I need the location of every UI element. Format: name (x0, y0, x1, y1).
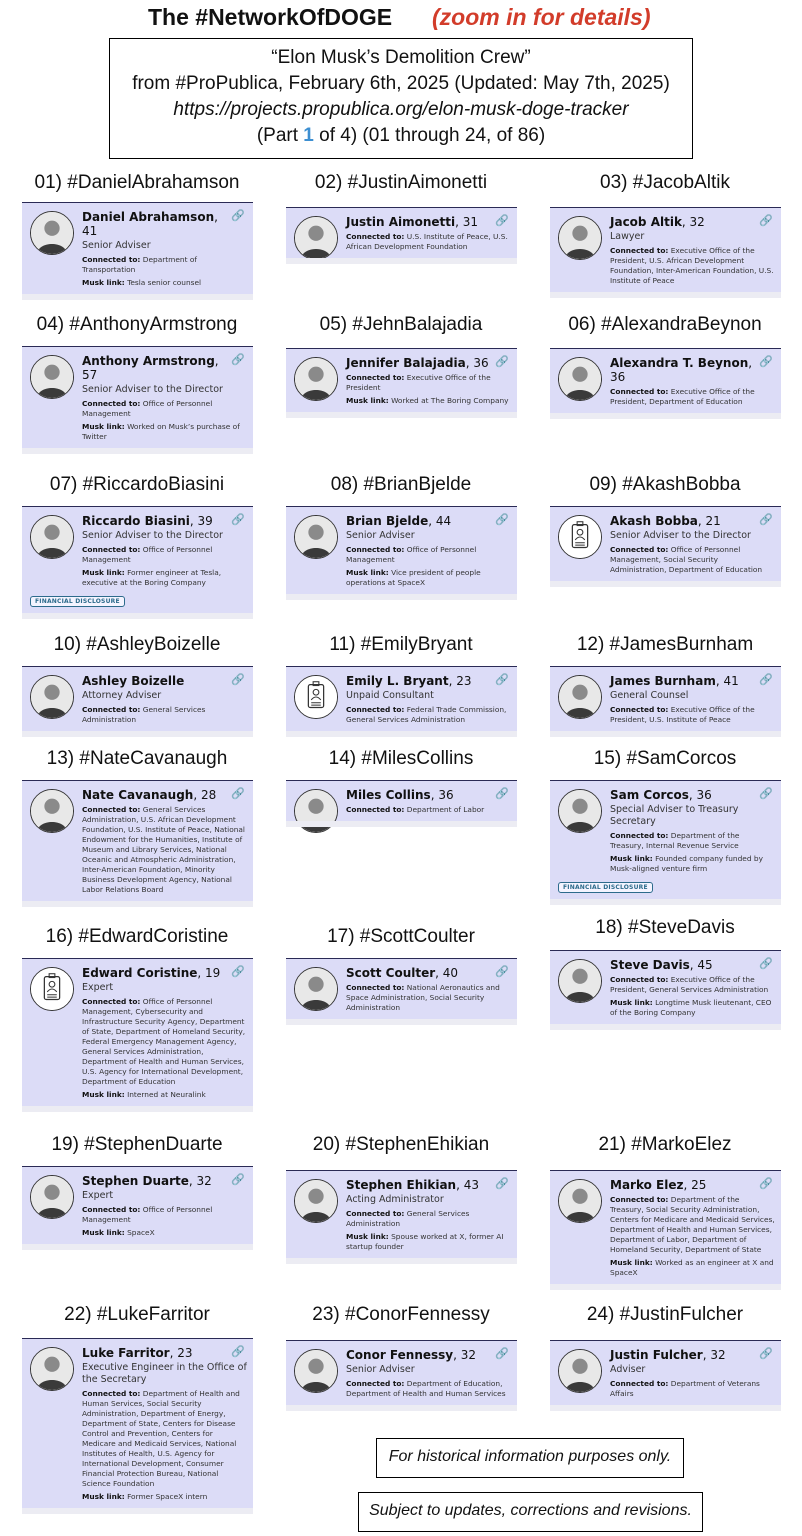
connected-to: Connected to: Office of Personnel Management, Social Security Administration, Department of Education (610, 545, 763, 574)
link-icon[interactable]: 🔗 (759, 1347, 773, 1360)
photo-avatar (294, 357, 338, 401)
person-name: Sam Corcos, 36 (610, 788, 712, 802)
connected-to: Connected to: Office of Personnel Management (82, 1205, 213, 1224)
card-heading: 16) #EdwardCoristine (45, 926, 229, 947)
person-card[interactable] (286, 506, 517, 594)
link-icon[interactable]: 🔗 (759, 1177, 773, 1190)
person-name: Alexandra T. Beynon, 36 (610, 356, 753, 384)
connected-to: Connected to: Department of the Treasury, Social Security Administration, Centers for Medicare and Medicaid Services, Department of Health and Human Services, Department of Labor, Department of Homeland Security, Department of State (610, 1195, 775, 1254)
photo-avatar (30, 515, 74, 559)
source-publication: from #ProPublica, February 6th, 2025 (Updated: May 7th, 2025) (132, 73, 670, 94)
photo-avatar (558, 216, 602, 260)
card-heading: 07) #RiccardoBiasini (49, 474, 225, 495)
person-role: Adviser (610, 1364, 646, 1375)
card-heading: 23) #ConorFennessy (312, 1304, 490, 1325)
person-name: Akash Bobba, 21 (610, 514, 721, 528)
connected-to: Connected to: General Services Administration, U.S. African Development Foundation, U.S. Institute of Peace, National Endowment for the Humanities, Institute of Museum and Library Services, National Oceanic and Atmospheric Administration, Inter-American Foundation, Minority Business Development Agency, National Labor Relations Board (82, 805, 245, 894)
connected-to: Connected to: Executive Office of the President, U.S. Institute of Peace (610, 705, 755, 724)
link-icon[interactable]: 🔗 (495, 1177, 509, 1190)
connected-to: Connected to: Department of Health and Human Services, Social Security Administration, Department of Energy, Department of State, Centers for Disease Control and Prevention, Centers for Medicare and Medicaid Services, National Institutes of Health, U.S. Agency for International Development, Consumer Financial Protection Bureau, National Science Foundation (82, 1389, 240, 1488)
link-icon[interactable]: 🔗 (495, 787, 509, 800)
photo-avatar (294, 515, 338, 559)
card-heading: 02) #JustinAimonetti (314, 172, 488, 193)
link-icon[interactable]: 🔗 (231, 353, 245, 366)
connected-to: Connected to: National Aeronautics and Space Administration, Social Security Administration (346, 983, 500, 1012)
card-heading: 09) #AkashBobba (589, 474, 741, 495)
musk-link: Musk link: Former engineer at Tesla, executive at the Boring Company (82, 568, 222, 587)
person-name: Steve Davis, 45 (610, 958, 713, 972)
connected-to: Connected to: Office of Personnel Management, Cybersecurity and Infrastructure Security Agency, Department of State, Department of Homeland Security, Federal Emergency Management Agency, General Services Administration, Department of Health and Human Services, U.S. Agency for International Development, Department of Education (82, 997, 246, 1086)
link-icon[interactable]: 🔗 (759, 673, 773, 686)
part-indicator: (Part 1 of 4) (01 through 24, of 86) (256, 125, 546, 146)
person-role: Senior Adviser to the Director (610, 530, 751, 541)
person-role: General Counsel (610, 690, 689, 701)
link-icon[interactable]: 🔗 (495, 673, 509, 686)
person-role: Senior Adviser to the Director (82, 530, 223, 541)
musk-link: Musk link: Worked on Musk’s purchase of Twitter (82, 422, 240, 441)
photo-avatar (294, 1349, 338, 1393)
connected-to: Connected to: Executive Office of the President, Department of Education (610, 387, 755, 406)
connected-to: Connected to: Department of the Treasury, Internal Revenue Service (610, 831, 740, 850)
musk-link: Musk link: Spouse worked at X, former AI startup founder (346, 1232, 504, 1251)
person-role: Attorney Adviser (82, 690, 162, 701)
person-name: Justin Aimonetti, 31 (346, 215, 479, 229)
connected-to: Connected to: Department of Veterans Affairs (610, 1379, 760, 1398)
link-icon[interactable]: 🔗 (759, 787, 773, 800)
person-card[interactable] (286, 348, 517, 412)
photo-avatar (294, 967, 338, 1011)
link-icon[interactable]: 🔗 (759, 957, 773, 970)
person-name: Ashley Boizelle (82, 674, 185, 688)
connected-to: Connected to: Federal Trade Commission, General Services Administration (346, 705, 507, 724)
connected-to: Connected to: U.S. Institute of Peace, U.S. African Development Foundation (346, 232, 508, 251)
musk-link: Musk link: Vice president of people operations at SpaceX (346, 568, 481, 587)
person-name: Riccardo Biasini, 39 (82, 514, 213, 528)
zoom-note: (zoom in for details) (432, 4, 651, 30)
source-quote: “Elon Musk’s Demolition Crew” (271, 47, 531, 68)
card-heading: 18) #SteveDavis (595, 917, 735, 938)
page-title: The #NetworkOfDOGE (148, 4, 393, 30)
person-name: Marko Elez, 25 (610, 1178, 707, 1192)
link-icon[interactable]: 🔗 (759, 214, 773, 227)
financial-disclosure-badge[interactable]: FINANCIAL DISCLOSURE (30, 596, 125, 607)
person-role: Senior Adviser (346, 1364, 415, 1375)
person-card[interactable] (286, 666, 517, 731)
link-icon[interactable]: 🔗 (495, 965, 509, 978)
photo-avatar (30, 675, 74, 719)
person-name: Scott Coulter, 40 (346, 966, 459, 980)
photo-avatar (30, 1175, 74, 1219)
person-card[interactable] (286, 958, 517, 1019)
person-name: Brian Bjelde, 44 (346, 514, 452, 528)
photo-avatar (30, 355, 74, 399)
card-heading: 24) #JustinFulcher (586, 1304, 744, 1325)
card-heading: 08) #BrianBjelde (330, 474, 472, 495)
card-heading: 05) #JehnBalajadia (319, 314, 483, 335)
link-icon[interactable]: 🔗 (759, 513, 773, 526)
person-role: Unpaid Consultant (346, 690, 434, 701)
link-icon[interactable]: 🔗 (231, 965, 245, 978)
person-name: Luke Farritor, 23 (82, 1346, 193, 1360)
person-role: Senior Adviser (346, 530, 415, 541)
person-card[interactable] (550, 1170, 781, 1284)
id-badge-icon (558, 515, 602, 559)
person-name: Daniel Abrahamson, 41 (82, 210, 218, 238)
link-icon[interactable]: 🔗 (759, 355, 773, 368)
photo-avatar (558, 1179, 602, 1223)
photo-avatar (558, 1349, 602, 1393)
person-role: Executive Engineer in the Office of the Secretary (82, 1362, 247, 1385)
person-card[interactable] (550, 666, 781, 731)
person-name: Anthony Armstrong, 57 (82, 354, 219, 382)
musk-link: Musk link: Longtime Musk lieutenant, CEO of the Boring Company (610, 998, 772, 1017)
person-name: Stephen Ehikian, 43 (346, 1178, 480, 1192)
photo-avatar (558, 357, 602, 401)
footer-note-historical: For historical information purposes only. (376, 1438, 684, 1478)
card-heading: 12) #JamesBurnham (576, 634, 754, 655)
link-icon[interactable]: 🔗 (495, 513, 509, 526)
footer-note-updates: Subject to updates, corrections and revisions. (358, 1492, 703, 1532)
person-role: Special Adviser to Treasury Secretary (610, 804, 739, 827)
musk-link: Musk link: SpaceX (82, 1228, 155, 1237)
card-heading: 06) #AlexandraBeynon (568, 314, 762, 335)
link-icon[interactable]: 🔗 (495, 1347, 509, 1360)
photo-avatar (30, 1347, 74, 1391)
person-card[interactable] (22, 666, 253, 731)
person-card[interactable] (22, 780, 253, 901)
photo-avatar (294, 1179, 338, 1223)
link-icon[interactable]: 🔗 (495, 214, 509, 227)
photo-avatar (558, 789, 602, 833)
card-heading: 19) #StephenDuarte (51, 1134, 223, 1155)
card-heading: 03) #JacobAltik (600, 172, 730, 193)
connected-to: Connected to: General Services Administration (346, 1209, 470, 1228)
musk-link: Musk link: Tesla senior counsel (82, 278, 202, 287)
card-heading: 10) #AshleyBoizelle (53, 634, 221, 655)
id-badge-icon (30, 967, 74, 1011)
musk-link: Musk link: Worked as an engineer at X and SpaceX (610, 1258, 774, 1277)
connected-to: Connected to: Department of Education, Department of Health and Human Services (346, 1379, 506, 1398)
person-name: Miles Collins, 36 (346, 788, 454, 802)
card-heading: 22) #LukeFarritor (64, 1304, 210, 1325)
person-role: Senior Adviser to the Director (82, 384, 223, 395)
card-heading: 04) #AnthonyArmstrong (36, 314, 238, 335)
link-icon[interactable]: 🔗 (231, 209, 245, 222)
person-card[interactable] (286, 1340, 517, 1405)
person-card[interactable] (286, 780, 517, 821)
person-name: Jacob Altik, 32 (610, 215, 705, 229)
person-card[interactable] (22, 1166, 253, 1244)
person-card[interactable] (550, 207, 781, 292)
person-card[interactable] (550, 780, 781, 899)
musk-link: Musk link: Former SpaceX intern (82, 1492, 208, 1501)
card-heading: 13) #NateCavanaugh (46, 748, 228, 769)
person-name: Emily L. Bryant, 23 (346, 674, 472, 688)
person-card[interactable] (286, 1170, 517, 1258)
source-info-box (109, 38, 693, 159)
photo-avatar (294, 216, 338, 260)
card-heading: 20) #StephenEhikian (312, 1134, 490, 1155)
card-heading: 15) #SamCorcos (593, 748, 737, 769)
musk-link: Musk link: Interned at Neuralink (82, 1090, 206, 1099)
person-card[interactable] (286, 207, 517, 258)
financial-disclosure-badge[interactable]: FINANCIAL DISCLOSURE (558, 882, 653, 893)
card-heading: 14) #MilesCollins (328, 748, 474, 769)
photo-avatar (30, 789, 74, 833)
person-role: Lawyer (610, 231, 645, 242)
person-card[interactable] (22, 1338, 253, 1508)
person-name: Conor Fennessy, 32 (346, 1348, 477, 1362)
photo-avatar (558, 675, 602, 719)
source-url: https://projects.propublica.org/elon-musk-doge-tracker (173, 99, 629, 120)
connected-to: Connected to: Department of Transportation (82, 255, 197, 274)
person-name: Edward Coristine, 19 (82, 966, 221, 980)
connected-to: Connected to: General Services Administration (82, 705, 206, 724)
person-card[interactable] (22, 346, 253, 448)
card-heading: 21) #MarkoElez (598, 1134, 732, 1155)
person-name: Stephen Duarte, 32 (82, 1174, 212, 1188)
link-icon[interactable]: 🔗 (231, 1173, 245, 1186)
link-icon[interactable]: 🔗 (495, 355, 509, 368)
connected-to: Connected to: Office of Personnel Management (82, 545, 213, 564)
musk-link: Musk link: Worked at The Boring Company (346, 396, 509, 405)
person-card[interactable] (22, 202, 253, 294)
card-heading: 17) #ScottCoulter (327, 926, 475, 947)
connected-to: Connected to: Office of Personnel Management (82, 399, 213, 418)
person-role: Expert (82, 982, 114, 993)
person-card[interactable] (550, 506, 781, 581)
person-card[interactable] (22, 958, 253, 1106)
person-name: James Burnham, 41 (610, 674, 739, 688)
person-card[interactable] (550, 1340, 781, 1405)
photo-avatar (294, 789, 338, 833)
photo-avatar (558, 959, 602, 1003)
person-card[interactable] (550, 950, 781, 1024)
musk-link: Musk link: Founded company funded by Musk-aligned venture firm (610, 854, 763, 873)
person-card[interactable] (22, 506, 253, 613)
link-icon[interactable]: 🔗 (231, 787, 245, 800)
person-role: Acting Administrator (346, 1194, 444, 1205)
connected-to: Connected to: Executive Office of the President, U.S. African Development Foundation, Inter-American Foundation, U.S. Institute of Peace (610, 246, 774, 285)
link-icon[interactable]: 🔗 (231, 513, 245, 526)
person-name: Justin Fulcher, 32 (610, 1348, 726, 1362)
photo-avatar (30, 211, 74, 255)
person-role: Senior Adviser (82, 240, 151, 251)
person-name: Jennifer Balajadia, 36 (346, 356, 489, 370)
person-role: Expert (82, 1190, 114, 1201)
person-name: Nate Cavanaugh, 28 (82, 788, 217, 802)
link-icon[interactable]: 🔗 (231, 673, 245, 686)
id-badge-icon (294, 675, 338, 719)
connected-to: Connected to: Executive Office of the President, General Services Administration (610, 975, 769, 994)
connected-to: Connected to: Office of Personnel Management (346, 545, 477, 564)
person-card[interactable] (550, 348, 781, 413)
link-icon[interactable]: 🔗 (231, 1345, 245, 1358)
card-heading: 01) #DanielAbrahamson (34, 172, 240, 193)
card-heading: 11) #EmilyBryant (329, 634, 473, 655)
connected-to: Connected to: Executive Office of the President (346, 373, 491, 392)
connected-to: Connected to: Department of Labor (346, 805, 485, 814)
